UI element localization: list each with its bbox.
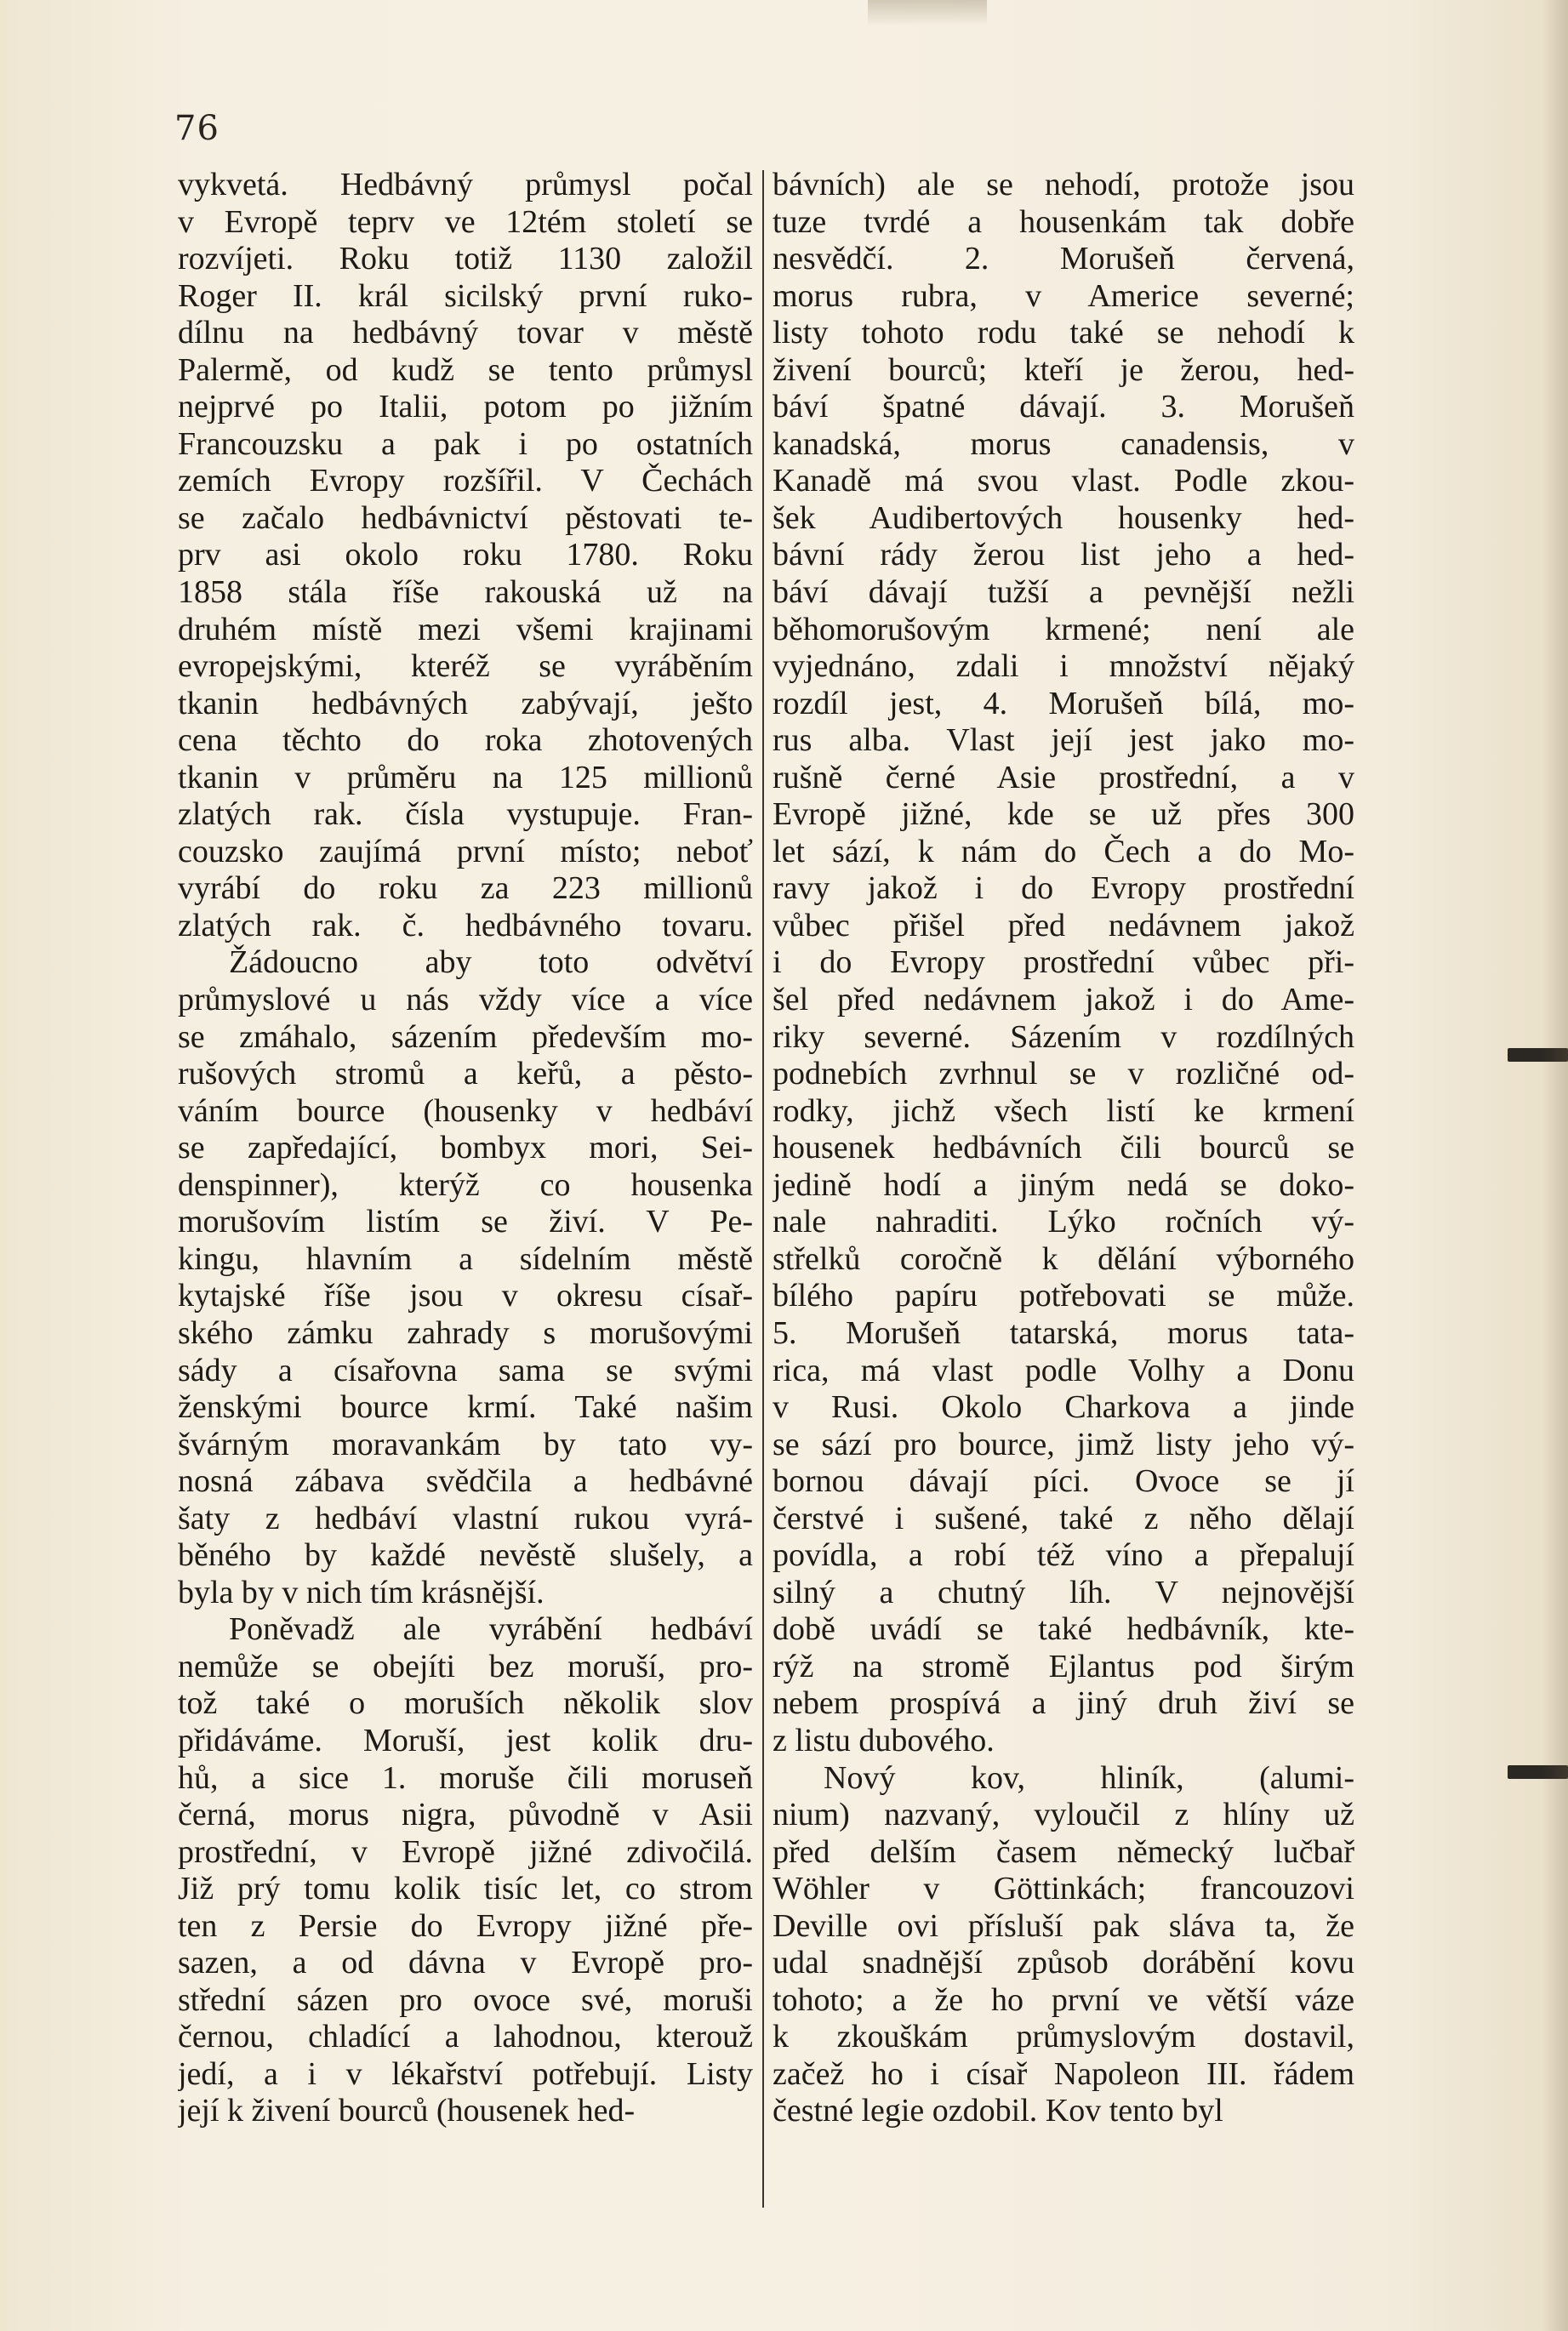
text-line: denspinner), kterýž co housenka bbox=[178, 1166, 753, 1203]
text-line: rodky, jichž všech listí ke krmení bbox=[773, 1092, 1354, 1129]
text-line: čestné legie ozdobil. Kov tento byl bbox=[773, 2093, 1223, 2129]
text-line: kanadská, morus canadensis, v bbox=[773, 425, 1354, 462]
text-line: Roger II. král sicilský první ruko- bbox=[178, 277, 753, 314]
text-line: báví dávají tužší a pevnější nežli bbox=[773, 574, 1354, 611]
text-line: Již prý tomu kolik tisíc let, co strom bbox=[178, 1871, 753, 1907]
text-line: riky severné. Sázením v rozdílných bbox=[773, 1018, 1354, 1055]
text-line: hů, a sice 1. moruše čili moruseň bbox=[178, 1759, 753, 1796]
text-line: evropejskými, kteréž se vyráběním bbox=[178, 648, 753, 685]
text-line: nejprvé po Italii, potom po jižním bbox=[178, 389, 753, 425]
text-line: rušně černé Asie prostřední, a v bbox=[773, 759, 1354, 795]
text-line: rušových stromů a keřů, a pěsto- bbox=[178, 1056, 753, 1092]
text-line: tož také o moruších několik slov bbox=[178, 1685, 753, 1722]
text-line: přidáváme. Moruší, jest kolik dru- bbox=[178, 1722, 753, 1758]
text-line: v Evropě teprv ve 12tém století se bbox=[178, 203, 753, 240]
page-number: 76 bbox=[174, 109, 220, 148]
text-line: prostřední, v Evropě jižné zdivočilá. bbox=[178, 1833, 753, 1870]
text-line: se sází pro bource, jimž listy jeho vý- bbox=[773, 1426, 1354, 1462]
text-line: jedí, a i v lékařství potřebují. Listy bbox=[178, 2055, 753, 2092]
text-line: rus alba. Vlast její jest jako mo- bbox=[773, 722, 1354, 759]
text-line: zlatých rak. č. hedbávného tovaru. bbox=[178, 907, 753, 943]
text-line: prv asi okolo roku 1780. Roku bbox=[178, 537, 753, 573]
text-line: běhomorušovým krmené; není ale bbox=[773, 611, 1354, 647]
text-line: tkanin v průměru na 125 millionů bbox=[178, 759, 753, 795]
text-line: sády a císařovna sama se svými bbox=[178, 1352, 753, 1388]
text-line: se začalo hedbávnictví pěstovati te- bbox=[178, 499, 753, 536]
text-line: bílého papíru potřebovati se může. bbox=[773, 1278, 1354, 1314]
text-line: tuze tvrdé a housenkám tak dobře bbox=[773, 203, 1354, 240]
text-line: šel před nedávnem jakož i do Ame- bbox=[773, 982, 1354, 1018]
text-line: Francouzsku a pak i po ostatních bbox=[178, 425, 753, 462]
text-line: Poněvadž ale vyrábění hedbáví bbox=[229, 1611, 753, 1648]
text-line: jedině hodí a jiným nedá se doko- bbox=[773, 1166, 1354, 1203]
text-line: ského zámku zahrady s morušovými bbox=[178, 1314, 753, 1351]
text-line: švárným moravankám by tato vy- bbox=[178, 1426, 753, 1462]
page-top-smudge bbox=[868, 0, 987, 26]
left-text-column bbox=[178, 167, 753, 2130]
text-line: černá, morus nigra, původně v Asii bbox=[178, 1797, 753, 1833]
text-line: silný a chutný líh. V nejnovější bbox=[773, 1574, 1354, 1610]
text-line: Žádoucno aby toto odvětví bbox=[229, 944, 753, 981]
text-line: i do Evropy prostřední vůbec při- bbox=[773, 944, 1354, 981]
text-line: se zmáhalo, sázením především mo- bbox=[178, 1018, 753, 1055]
text-line: průmyslové u nás vždy více a více bbox=[178, 982, 753, 1018]
text-line: střední sázen pro ovoce své, moruši bbox=[178, 1981, 753, 2018]
right-text-column bbox=[773, 167, 1354, 2130]
text-line: před delším časem německý lučbař bbox=[773, 1833, 1354, 1870]
text-line: vyjednáno, zdali i množství nějaký bbox=[773, 648, 1354, 685]
column-divider bbox=[762, 170, 764, 2208]
text-line: ravy jakož i do Evropy prostřední bbox=[773, 870, 1354, 907]
text-line: nemůže se obejíti bez moruší, pro- bbox=[178, 1648, 753, 1684]
text-line: povídla, a robí též víno a přepalují bbox=[773, 1537, 1354, 1574]
text-line: z listu dubového. bbox=[773, 1722, 995, 1758]
text-line: podnebích zvrhnul se v rozličné od- bbox=[773, 1056, 1354, 1092]
text-line: báví špatné dávají. 3. Morušeň bbox=[773, 389, 1354, 425]
text-line: housenek hedbávních čili bourců se bbox=[773, 1130, 1354, 1166]
text-line: čerstvé i sušené, také z něho dělají bbox=[773, 1500, 1354, 1536]
text-line: rýž na stromě Ejlantus pod širým bbox=[773, 1648, 1354, 1684]
text-line: Nový kov, hliník, (alumi- bbox=[824, 1759, 1354, 1796]
text-line: Deville ovi přísluší pak sláva ta, že bbox=[773, 1907, 1354, 1944]
text-line: střelků coročně k dělání výborného bbox=[773, 1240, 1354, 1277]
text-line: šaty z hedbáví vlastní rukou vyrá- bbox=[178, 1500, 753, 1536]
text-line: černou, chladící a lahodnou, kterouž bbox=[178, 2019, 753, 2055]
text-line: Evropě jižné, kde se už přes 300 bbox=[773, 796, 1354, 833]
text-line: let sází, k nám do Čech a do Mo- bbox=[773, 833, 1354, 869]
text-line: byla by v nich tím krásnější. bbox=[178, 1574, 545, 1610]
text-line: couzsko zaujímá první místo; neboť bbox=[178, 833, 753, 869]
text-line: ten z Persie do Evropy jižné pře- bbox=[178, 1907, 753, 1944]
text-line: Wöhler v Göttinkách; francouzovi bbox=[773, 1871, 1354, 1907]
text-line: morušovím listím se živí. V Pe- bbox=[178, 1204, 753, 1240]
text-line: tohoto; a že ho první ve větší váze bbox=[773, 1981, 1354, 2018]
text-line: šek Audibertových housenky hed- bbox=[773, 499, 1354, 536]
text-line: rica, má vlast podle Volhy a Donu bbox=[773, 1352, 1354, 1388]
text-line: cena těchto do roka zhotovených bbox=[178, 722, 753, 759]
text-line: rozvíjeti. Roku totiž 1130 založil bbox=[178, 241, 753, 277]
text-line: rozdíl jest, 4. Morušeň bílá, mo- bbox=[773, 685, 1354, 721]
text-line: bornou dávají píci. Ovoce se jí bbox=[773, 1463, 1354, 1500]
text-line: sazen, a od dávna v Evropě pro- bbox=[178, 1945, 753, 1981]
text-line: kingu, hlavním a sídelním městě bbox=[178, 1240, 753, 1277]
text-line: živení bourců; kteří je žerou, hed- bbox=[773, 351, 1354, 388]
text-line: dílnu na hedbávný tovar v městě bbox=[178, 315, 753, 351]
text-line: Palermě, od kudž se tento průmysl bbox=[178, 351, 753, 388]
text-line: kytajské říše jsou v okresu císař- bbox=[178, 1278, 753, 1314]
text-line: vyrábí do roku za 223 millionů bbox=[178, 870, 753, 907]
text-line: vůbec přišel před nedávnem jakož bbox=[773, 907, 1354, 943]
text-line: její k živení bourců (housenek hed- bbox=[178, 2093, 636, 2129]
text-line: druhém místě mezi všemi krajinami bbox=[178, 611, 753, 647]
text-line: zemích Evropy rozšířil. V Čechách bbox=[178, 463, 753, 499]
text-line: ženskými bource krmí. Také našim bbox=[178, 1389, 753, 1426]
text-line: běného by každé nevěstě slušely, a bbox=[178, 1537, 753, 1574]
text-line: nosná zábava svědčila a hedbávné bbox=[178, 1463, 753, 1500]
text-line: k zkouškám průmyslovým dostavil, bbox=[773, 2019, 1354, 2055]
text-line: nebem prospívá a jiný druh živí se bbox=[773, 1685, 1354, 1722]
text-line: 5. Morušeň tatarská, morus tata- bbox=[773, 1314, 1354, 1351]
text-line: bávní rády žerou list jeho a hed- bbox=[773, 537, 1354, 573]
text-line: udal snadnější způsob dorábění kovu bbox=[773, 1945, 1354, 1981]
text-line: začež ho i císař Napoleon III. řádem bbox=[773, 2055, 1354, 2092]
text-line: době uvádí se také hedbávník, kte- bbox=[773, 1611, 1354, 1648]
text-line: váním bource (housenky v hedbáví bbox=[178, 1092, 753, 1129]
text-line: listy tohoto rodu také se nehodí k bbox=[773, 315, 1354, 351]
text-line: nesvědčí. 2. Morušeň červená, bbox=[773, 241, 1354, 277]
text-line: tkanin hedbávných zabývají, ješto bbox=[178, 685, 753, 721]
text-line: Kanadě má svou vlast. Podle zkou- bbox=[773, 463, 1354, 499]
text-line: bávních) ale se nehodí, protože jsou bbox=[773, 167, 1354, 202]
text-line: morus rubra, v Americe severné; bbox=[773, 277, 1354, 314]
text-line: nium) nazvaný, vyloučil z hlíny už bbox=[773, 1797, 1354, 1833]
text-line: nale nahraditi. Lýko ročních vý- bbox=[773, 1204, 1354, 1240]
text-line: 1858 stála říše rakouská už na bbox=[178, 574, 753, 611]
text-line: v Rusi. Okolo Charkova a jinde bbox=[773, 1389, 1354, 1426]
text-line: zlatých rak. čísla vystupuje. Fran- bbox=[178, 796, 753, 833]
text-line: vykvetá. Hedbávný průmysl počal bbox=[178, 167, 753, 202]
text-line: se zapředající, bombyx mori, Sei- bbox=[178, 1130, 753, 1166]
page-edge-shadow bbox=[1542, 0, 1568, 2331]
